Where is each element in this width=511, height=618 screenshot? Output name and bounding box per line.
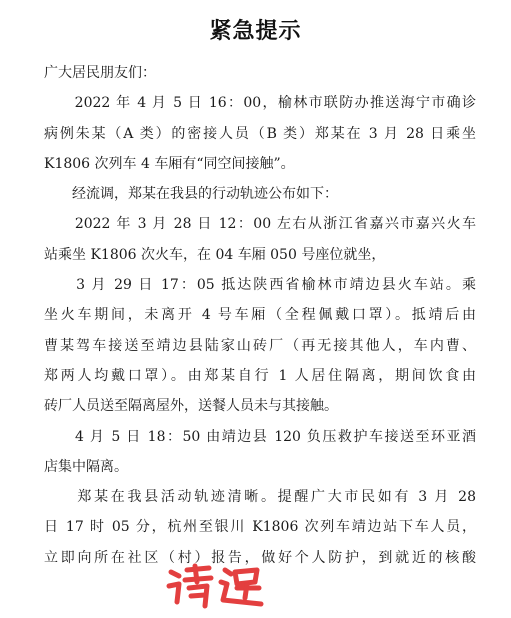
paragraph-line: 经流调，郑某在我县的行动轨迹公布如下： [44, 186, 338, 203]
paragraph-line: 立即向所在社区（村）报告，做好个人防护，到就近的核酸 [44, 549, 476, 566]
paragraph-line: 站乘坐 K1806 次火车，在 04 车厢 050 号座位就坐， [44, 246, 386, 263]
paragraph-line: 郑某在我县活动轨迹清晰。提醒广大市民如有 3 月 28 [44, 489, 476, 506]
paragraph-line: 2022 年 3 月 28 日 12：00 左右从浙江省嘉兴市嘉兴火车 [44, 216, 476, 233]
paragraph-line: 店集中隔离。 [44, 458, 128, 475]
paragraph-line: 病例朱某（A 类）的密接人员（B 类）郑某在 3 月 28 日乘坐 [44, 125, 476, 142]
paragraph-line: 曹某驾车接送至靖边县陆家山砖厂（再无接其他人，车内曹、 [44, 337, 476, 354]
handwritten-watermark-logo [165, 562, 265, 612]
paragraph-line: K1806 次列车 4 车厢有“同空间接触”。 [44, 155, 295, 172]
paragraph-line: 坐火车期间，未离开 4 号车厢（全程佩戴口罩）。抵靖后由 [44, 307, 476, 324]
salutation-line: 广大居民朋友们： [44, 65, 156, 81]
paragraph-line: 4 月 5 日 18：50 由靖边县 120 负压救护车接送至环亚酒 [44, 428, 476, 445]
paragraph-line: 日 17 时 05 分，杭州至银川 K1806 次列车靖边站下车人员， [44, 519, 476, 536]
paragraph-line: 2022 年 4 月 5 日 16：00，榆林市联防办推送海宁市确诊 [44, 95, 476, 112]
notice-body [44, 58, 476, 573]
paragraph-line: 郑两人均戴口罩）。由郑某自行 1 人居住隔离，期间饮食由 [44, 367, 476, 384]
paragraph-line: 砖厂人员送至隔离屋外，送餐人员未与其接触。 [44, 398, 338, 415]
paragraph-line: 3 月 29 日 17：05 抵达陕西省榆林市靖边县火车站。乘 [44, 277, 476, 294]
page-title: 紧急提示 [209, 19, 302, 44]
